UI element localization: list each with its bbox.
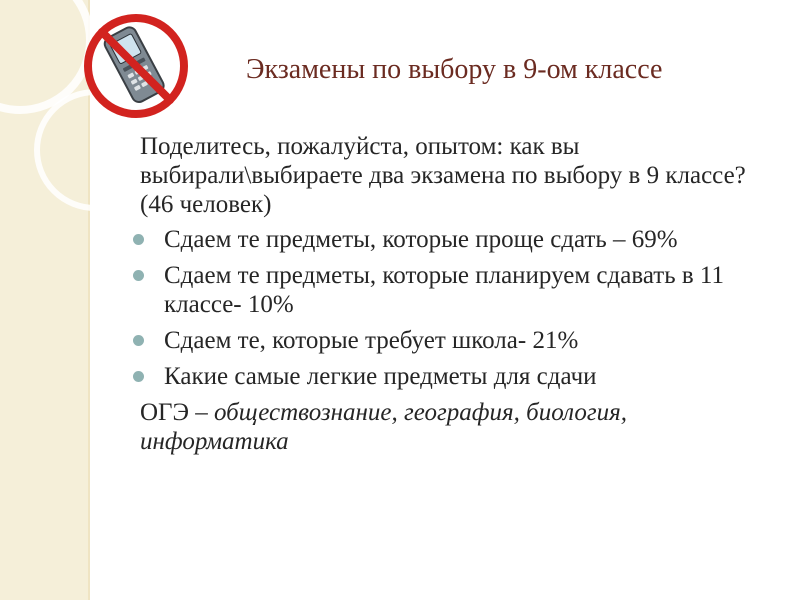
slide-body (140, 132, 760, 456)
bullet-text: Какие самые легкие предметы для сдачи (164, 363, 597, 390)
bullet-dot (133, 270, 144, 281)
bullet-dot (133, 234, 144, 245)
answer-subjects: обществознание, география, биология, информатика (140, 399, 627, 455)
bullet-list (140, 225, 760, 391)
bullet-item (140, 326, 760, 355)
bullet-item (140, 261, 760, 319)
bullet-item (140, 225, 760, 254)
bullet-item (140, 362, 760, 391)
intro-question: Поделитесь, пожалуйста, опытом: как вы выбирали\выбираете два экзамена по выбору в 9 классе? (46 человек) (140, 133, 746, 218)
slide-title: Экзамены по выбору в 9-ом классе (246, 54, 663, 85)
bullet-dot (133, 371, 144, 382)
bullet-text: Сдаем те предметы, которые планируем сдавать в 11 классе- 10% (164, 262, 724, 318)
answer-prefix: ОГЭ – (140, 399, 215, 426)
bullet-text: Сдаем те предметы, которые проще сдать – 69% (164, 226, 678, 253)
bullet-text: Сдаем те, которые требует школа- 21% (164, 327, 579, 354)
answer-text (140, 398, 760, 456)
no-mobile-phone-icon (80, 10, 192, 122)
bullet-dot (133, 335, 144, 346)
